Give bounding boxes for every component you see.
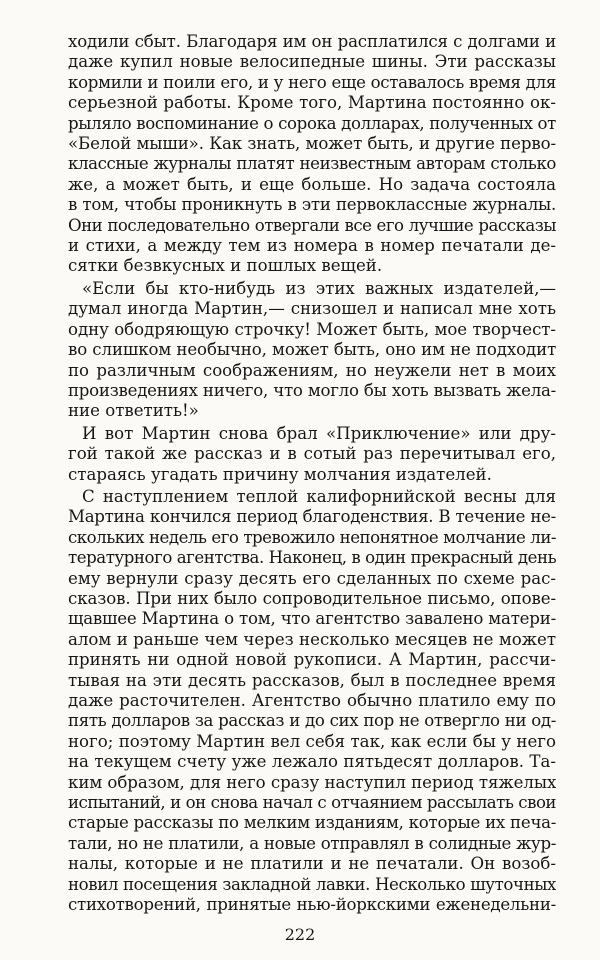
text-line: кормили и поили его, и у него еще оставалось время для [68, 72, 556, 92]
text-line: на текущем счету уже лежало пятьдесят долларов. Та- [68, 752, 556, 772]
text-line: во слишком необычно, может быть, оно им не подходит [68, 340, 556, 360]
text-line: произведениях ничего, что могло бы хоть вызвать жела- [68, 380, 556, 400]
text-line: стараясь угадать причину молчания издателей. [68, 464, 492, 484]
text-line: принять ни одной новой рукописи. А Мартин, рассчи- [68, 650, 556, 670]
text-line: думал иногда Мартин,— снизошел и написал мне хоть [68, 299, 556, 319]
paragraph-4 [68, 487, 556, 916]
text-line: сятки безвкусных и пошлых вещей. [68, 256, 383, 276]
text-line: сказов. При них было сопроводительное письмо, опове- [68, 588, 556, 608]
text-line: даже купил новые велосипедные шины. Эти рассказы [68, 52, 556, 72]
text-line: старые рассказы по мелким изданиям, которые их печа- [68, 813, 556, 833]
text-line: классные журналы платят неизвестным авторам столько [68, 154, 556, 174]
text-line: и стихи, а между тем из номера в номер печатали де- [68, 236, 556, 256]
text-line: тали, но не платили, а новые отправлял в солидные жур- [68, 833, 556, 853]
text-line: по различным соображениям, но неужели нет в моих [68, 360, 556, 380]
paragraph-2 [68, 279, 556, 422]
text-line: С наступлением теплой калифорнийской весны для [82, 486, 556, 506]
text-line: ние ответить!» [68, 401, 199, 421]
text-line: ного; поэтому Мартин вел себя так, как если бы у него [68, 731, 556, 751]
text-line: стихотворений, принятые нью-йоркскими еженедельни- [68, 895, 556, 915]
text-line: рыляло воспоминание о сорока долларах, полученных от [68, 113, 556, 133]
text-line: ему вернули сразу десять его сделанных по схеме рас- [68, 568, 556, 588]
text-line: же, а может быть, и еще больше. Но задача состояла [68, 174, 556, 194]
text-line: в том, чтобы проникнуть в эти первоклассные журналы. [68, 195, 556, 215]
text-line: даже расточителен. Агентство обычно платило ему по [68, 691, 556, 710]
text-line: новил посещения закладной лавки. Несколько шуточных [68, 874, 556, 894]
text-line: «Если бы кто-нибудь из этих важных издателей,— [82, 278, 556, 298]
text-line: серьезной работы. Кроме того, Мартина постоянно ок- [68, 93, 556, 113]
text-line: скольких недель его тревожило непонятное молчание ли- [68, 527, 556, 547]
paragraph-1 [68, 32, 556, 277]
text-line: тывая на эти десять рассказов, был в последнее время [68, 670, 556, 690]
text-line: одну ободряющую строчку! Может быть, мое творчест- [68, 319, 556, 339]
text-line: ким образом, для него сразу наступил период тяжелых [68, 772, 556, 792]
text-line: тературного агентства. Наконец, в один прекрасный день [68, 548, 556, 568]
text-line: щавшее Мартина о том, что агентство завалено матери- [68, 609, 556, 629]
text-line: испытаний, и он снова начал с отчаянием рассылать свои [68, 793, 556, 813]
text-line: гой такой же рассказ и в сотый раз перечитывал его, [68, 444, 556, 464]
text-line: Мартина кончился период благоденствия. В течение не- [68, 507, 556, 527]
text-line: Они последовательно отвергали все его лучшие рассказы [68, 215, 556, 235]
book-page-text [68, 32, 556, 915]
text-line: И вот Мартин снова брал «Приключение» или дру- [82, 423, 556, 443]
page-number: 222 [284, 925, 316, 944]
text-line: пять долларов за рассказ и до сих пор не отвергло ни од- [68, 711, 556, 731]
text-line: алом и раньше чем через несколько месяцев не может [68, 629, 556, 649]
text-line: налы, которые и не платили и не печатали. Он возоб- [68, 854, 556, 874]
text-line: ходили сбыт. Благодаря им он расплатился с долгами и [68, 32, 556, 51]
text-line: «Белой мыши». Как знать, может быть, и другие перво- [68, 134, 556, 154]
paragraph-3 [68, 424, 556, 485]
